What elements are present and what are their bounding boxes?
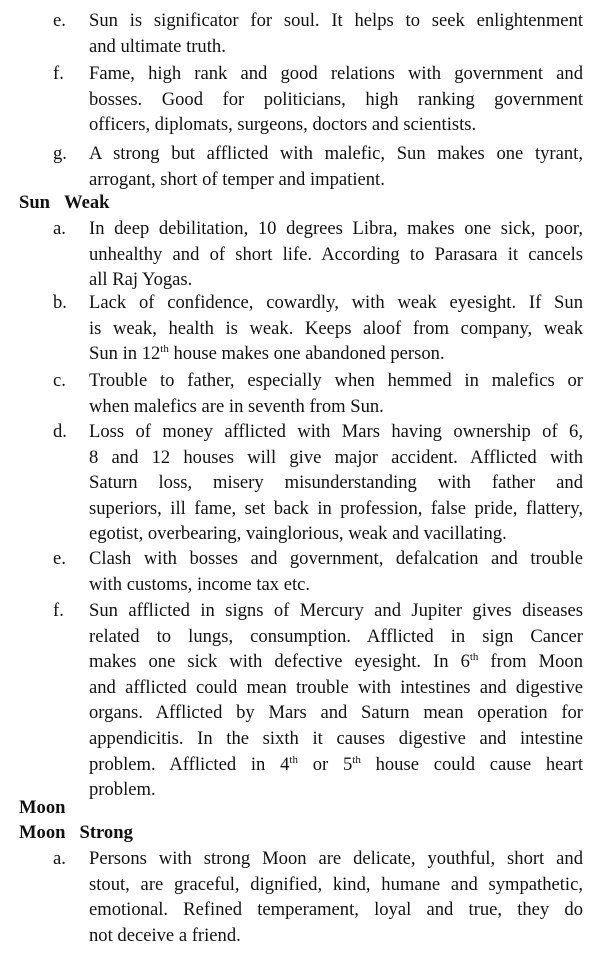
text-line: is weak, health is weak. Keeps aloof from company, weak	[89, 317, 583, 339]
text-line: Clash with bosses and government, defalcation and trouble	[89, 548, 583, 569]
text-line: with customs, income tax etc.	[89, 573, 311, 595]
heading-sub: Strong	[79, 822, 133, 843]
text-line: Persons with strong Moon are delicate, youthful, short and	[89, 848, 583, 869]
item-text	[89, 216, 583, 293]
item-marker: g.	[53, 143, 67, 164]
text-line: stout, are graceful, dignified, kind, humane and sympathetic,	[89, 873, 583, 895]
heading-sub: Weak	[64, 192, 110, 213]
item-text	[89, 368, 583, 419]
text-line: Sun afflicted in signs of Mercury and Jupiter gives diseases	[89, 600, 583, 621]
text-line: Fame, high rank and good relations with government and	[89, 63, 583, 84]
item-marker: e.	[53, 10, 66, 31]
item-text	[89, 419, 583, 547]
item-text	[89, 141, 583, 192]
text-line: and afflicted could mean trouble with intestines and digestive	[89, 676, 583, 698]
item-text	[89, 61, 583, 138]
section-heading-moon-strong	[19, 820, 133, 846]
text-line: 8 and 12 houses will give major accident. Afflicted with	[89, 446, 583, 468]
text-line: Sun is significator for soul. It helps to seek enlightenment	[89, 10, 583, 31]
text-line: arrogant, short of temper and impatient.	[89, 168, 385, 190]
item-text	[89, 846, 583, 948]
text-line: In deep debilitation, 10 degrees Libra, makes one sick, poor,	[89, 218, 583, 239]
text-line: problem.	[89, 779, 156, 801]
text-line sup-line: makes one sick with defective eyesight. In 6th from Moon	[89, 651, 583, 673]
item-text	[89, 598, 583, 803]
item-marker: d.	[53, 421, 67, 442]
item-marker: e.	[53, 548, 66, 569]
text-line: organs. Afflicted by Mars and Saturn mean operation for	[89, 702, 583, 724]
text-line: A strong but afflicted with malefic, Sun makes one tyrant,	[89, 143, 583, 164]
text-line: all Raj Yogas.	[89, 269, 193, 291]
text-line: egotist, overbearing, vainglorious, weak and vacillating.	[89, 523, 507, 545]
text-line: superiors, ill fame, set back in profession, false pride, flattery,	[89, 497, 583, 519]
text-line: and ultimate truth.	[89, 35, 226, 57]
text-line: Trouble to father, especially when hemmed in malefics or	[89, 370, 583, 391]
item-marker: a.	[53, 848, 66, 869]
text-line: officers, diplomats, surgeons, doctors and scientists.	[89, 114, 477, 136]
text-line: Saturn loss, misery misunderstanding with father and	[89, 472, 583, 494]
text-line: when malefics are in seventh from Sun.	[89, 395, 384, 417]
item-marker: b.	[53, 292, 67, 313]
item-marker: f.	[53, 600, 64, 621]
text-line: unhealthy and of short life. According to Parasara it cancels	[89, 243, 583, 265]
item-text	[89, 546, 583, 597]
text-line sup-line: problem. Afflicted in 4th or 5th house could cause heart	[89, 753, 583, 775]
text-line sup-line: Sun in 12th house makes one abandoned person.	[89, 343, 445, 365]
section-heading-sun-weak	[19, 190, 110, 216]
item-text	[89, 290, 583, 367]
item-text	[89, 8, 583, 59]
text-line: bosses. Good for politicians, high ranking government	[89, 88, 583, 110]
text-line: emotional. Refined temperament, loyal and true, they do	[89, 899, 583, 921]
text-line: Lack of confidence, cowardly, with weak eyesight. If Sun	[89, 292, 583, 313]
item-marker: a.	[53, 218, 66, 239]
heading-main: Moon	[19, 822, 66, 843]
item-marker: f.	[53, 63, 64, 84]
text-line: related to lungs, consumption. Afflicted in sign Cancer	[89, 625, 583, 647]
section-heading-moon: Moon	[19, 797, 66, 818]
heading-main: Sun	[19, 192, 51, 213]
text-line: Loss of money afflicted with Mars having ownership of 6,	[89, 421, 583, 442]
item-marker: c.	[53, 370, 66, 391]
text-line: not deceive a friend.	[89, 924, 241, 946]
text-line: appendicitis. In the sixth it causes digestive and intestine	[89, 727, 583, 749]
